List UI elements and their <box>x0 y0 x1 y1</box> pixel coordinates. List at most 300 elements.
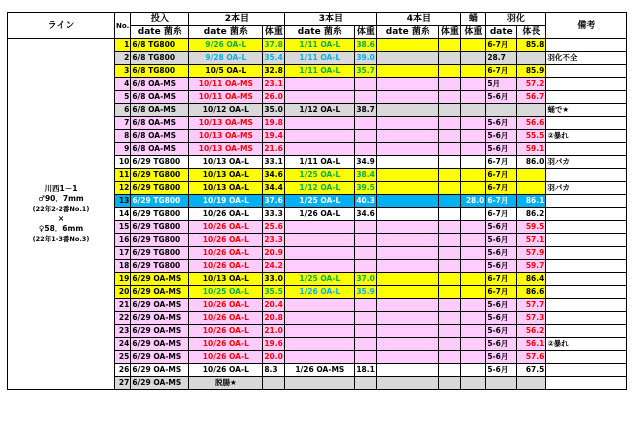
second-bottle-cell: 10/26 OA-L <box>189 325 263 338</box>
emergence-date-cell: 6-7月 <box>486 65 517 78</box>
emergence-date-cell: 6-7月 <box>486 169 517 182</box>
subheader-date-strain: date 菌糸 <box>131 26 189 39</box>
body-length-cell: 57.9 <box>517 247 546 260</box>
body-length-cell <box>517 104 546 117</box>
emergence-date-cell: 5-6月 <box>486 91 517 104</box>
header-third: 3本目 <box>285 13 377 26</box>
row-number: 3 <box>115 65 131 78</box>
second-weight-cell: 33.0 <box>263 273 285 286</box>
subheader-date-strain: date 菌糸 <box>189 26 263 39</box>
fourth-bottle-cell <box>377 195 439 208</box>
third-weight-cell <box>355 130 377 143</box>
inoculation-cell: 6/29 OA-MS <box>131 325 189 338</box>
fourth-bottle-cell <box>377 52 439 65</box>
fourth-bottle-cell <box>377 182 439 195</box>
fourth-weight-cell <box>439 130 461 143</box>
line-info-male: ♂90．7mm <box>38 194 84 203</box>
body-length-cell <box>517 169 546 182</box>
second-bottle-cell: 10/25 OA-L <box>189 286 263 299</box>
remarks-cell <box>546 247 627 260</box>
row-number: 13 <box>115 195 131 208</box>
subheader-date: date <box>486 26 517 39</box>
pupa-weight-cell <box>461 78 486 91</box>
emergence-date-cell: 5-6月 <box>486 338 517 351</box>
fourth-bottle-cell <box>377 169 439 182</box>
emergence-date-cell: 5-6月 <box>486 299 517 312</box>
second-weight-cell: 35.5 <box>263 286 285 299</box>
fourth-bottle-cell <box>377 312 439 325</box>
third-weight-cell <box>355 260 377 273</box>
row-number: 22 <box>115 312 131 325</box>
third-weight-cell: 38.7 <box>355 104 377 117</box>
second-weight-cell: 34.4 <box>263 182 285 195</box>
third-bottle-cell: 1/25 OA-L <box>285 273 355 286</box>
second-weight-cell: 8.3 <box>263 364 285 377</box>
second-bottle-cell: 10/11 OA-MS <box>189 91 263 104</box>
row-number: 27 <box>115 377 131 390</box>
remarks-cell <box>546 364 627 377</box>
emergence-date-cell: 6-7月 <box>486 208 517 221</box>
pupa-weight-cell: 28.0 <box>461 195 486 208</box>
fourth-bottle-cell <box>377 286 439 299</box>
remarks-cell <box>546 39 627 52</box>
second-bottle-cell: 10/26 OA-L <box>189 299 263 312</box>
emergence-date-cell: 6-7月 <box>486 156 517 169</box>
line-info-male-src: (22年2-2番No.1) <box>32 205 90 213</box>
second-bottle-cell: 9/28 OA-L <box>189 52 263 65</box>
fourth-bottle-cell <box>377 130 439 143</box>
fourth-weight-cell <box>439 104 461 117</box>
inoculation-cell: 6/29 OA-MS <box>131 364 189 377</box>
fourth-bottle-cell <box>377 247 439 260</box>
fourth-weight-cell <box>439 117 461 130</box>
third-bottle-cell <box>285 338 355 351</box>
fourth-weight-cell <box>439 286 461 299</box>
subheader-date-strain: date 菌糸 <box>285 26 355 39</box>
table-row <box>8 39 627 52</box>
second-weight-cell: 33.1 <box>263 156 285 169</box>
third-bottle-cell: 1/26 OA-L <box>285 286 355 299</box>
row-number: 6 <box>115 104 131 117</box>
inoculation-cell: 6/29 OA-MS <box>131 286 189 299</box>
remarks-cell <box>546 65 627 78</box>
remarks-cell <box>546 195 627 208</box>
inoculation-cell: 6/29 TG800 <box>131 208 189 221</box>
third-weight-cell <box>355 117 377 130</box>
third-bottle-cell <box>285 117 355 130</box>
line-info-female: ♀58．6mm <box>38 224 84 233</box>
fourth-weight-cell <box>439 195 461 208</box>
inoculation-cell: 6/8 OA-MS <box>131 78 189 91</box>
second-weight-cell: 35.0 <box>263 104 285 117</box>
fourth-bottle-cell <box>377 377 439 390</box>
body-length-cell: 86.6 <box>517 286 546 299</box>
remarks-cell <box>546 221 627 234</box>
second-weight-cell: 20.8 <box>263 312 285 325</box>
emergence-date-cell: 5-6月 <box>486 143 517 156</box>
fourth-weight-cell <box>439 377 461 390</box>
emergence-date-cell: 5-6月 <box>486 312 517 325</box>
pupa-weight-cell <box>461 221 486 234</box>
body-length-cell: 86.2 <box>517 208 546 221</box>
second-weight-cell: 19.4 <box>263 130 285 143</box>
fourth-bottle-cell <box>377 299 439 312</box>
row-number: 12 <box>115 182 131 195</box>
fourth-weight-cell <box>439 143 461 156</box>
second-bottle-cell: 10/26 OA-L <box>189 247 263 260</box>
inoculation-cell: 6/29 TG800 <box>131 156 189 169</box>
body-length-cell: 59.5 <box>517 221 546 234</box>
second-bottle-cell: 10/13 OA-MS <box>189 130 263 143</box>
third-bottle-cell <box>285 325 355 338</box>
inoculation-cell: 6/29 OA-MS <box>131 299 189 312</box>
row-number: 11 <box>115 169 131 182</box>
fourth-weight-cell <box>439 299 461 312</box>
inoculation-cell: 6/8 OA-MS <box>131 130 189 143</box>
pupa-weight-cell <box>461 325 486 338</box>
remarks-cell <box>546 325 627 338</box>
third-bottle-cell <box>285 247 355 260</box>
fourth-weight-cell <box>439 208 461 221</box>
inoculation-cell: 6/8 TG800 <box>131 52 189 65</box>
body-length-cell: 56.6 <box>517 117 546 130</box>
fourth-bottle-cell <box>377 39 439 52</box>
second-bottle-cell: 10/13 OA-L <box>189 182 263 195</box>
pupa-weight-cell <box>461 377 486 390</box>
third-bottle-cell <box>285 143 355 156</box>
body-length-cell: 55.5 <box>517 130 546 143</box>
pupa-weight-cell <box>461 182 486 195</box>
fourth-weight-cell <box>439 234 461 247</box>
header-line: ライン <box>8 13 115 39</box>
row-number: 18 <box>115 260 131 273</box>
second-bottle-cell: 9/26 OA-L <box>189 39 263 52</box>
row-number: 4 <box>115 78 131 91</box>
second-weight-cell: 24.2 <box>263 260 285 273</box>
fourth-bottle-cell <box>377 65 439 78</box>
pupa-weight-cell <box>461 338 486 351</box>
third-bottle-cell: 1/11 OA-L <box>285 52 355 65</box>
body-length-cell: 67.5 <box>517 364 546 377</box>
second-weight-cell: 23.1 <box>263 78 285 91</box>
header-remarks: 備考 <box>546 13 627 39</box>
third-bottle-cell <box>285 234 355 247</box>
second-weight-cell: 34.6 <box>263 169 285 182</box>
pupa-weight-cell <box>461 208 486 221</box>
fourth-bottle-cell <box>377 91 439 104</box>
inoculation-cell: 6/8 OA-MS <box>131 104 189 117</box>
third-weight-cell: 35.7 <box>355 65 377 78</box>
second-bottle-cell: 10/26 OA-L <box>189 338 263 351</box>
body-length-cell: 85.9 <box>517 65 546 78</box>
fourth-bottle-cell <box>377 273 439 286</box>
third-weight-cell: 40.3 <box>355 195 377 208</box>
body-length-cell: 59.1 <box>517 143 546 156</box>
pupa-weight-cell <box>461 351 486 364</box>
row-number: 10 <box>115 156 131 169</box>
subheader-weight: 体重 <box>461 26 486 39</box>
fourth-weight-cell <box>439 91 461 104</box>
inoculation-cell: 6/8 OA-MS <box>131 91 189 104</box>
third-bottle-cell: 1/25 OA-L <box>285 169 355 182</box>
third-bottle-cell: 1/12 OA-L <box>285 104 355 117</box>
emergence-date-cell: 6-7月 <box>486 286 517 299</box>
pupa-weight-cell <box>461 156 486 169</box>
spreadsheet <box>7 12 627 390</box>
row-number: 21 <box>115 299 131 312</box>
inoculation-cell: 6/29 TG800 <box>131 195 189 208</box>
inoculation-cell: 6/29 TG800 <box>131 182 189 195</box>
fourth-weight-cell <box>439 221 461 234</box>
body-length-cell: 57.1 <box>517 234 546 247</box>
second-weight-cell: 19.8 <box>263 117 285 130</box>
pupa-weight-cell <box>461 117 486 130</box>
third-weight-cell <box>355 312 377 325</box>
second-bottle-cell: 10/13 OA-L <box>189 273 263 286</box>
third-bottle-cell <box>285 312 355 325</box>
row-number: 23 <box>115 325 131 338</box>
fourth-weight-cell <box>439 169 461 182</box>
remarks-cell <box>546 299 627 312</box>
pupa-weight-cell <box>461 273 486 286</box>
third-weight-cell <box>355 299 377 312</box>
third-bottle-cell <box>285 78 355 91</box>
body-length-cell: 57.3 <box>517 312 546 325</box>
third-bottle-cell: 1/26 OA-L <box>285 208 355 221</box>
third-weight-cell: 38.4 <box>355 169 377 182</box>
third-bottle-cell <box>285 299 355 312</box>
fourth-bottle-cell <box>377 78 439 91</box>
fourth-weight-cell <box>439 39 461 52</box>
body-length-cell: 86.4 <box>517 273 546 286</box>
third-weight-cell: 18.1 <box>355 364 377 377</box>
row-number: 1 <box>115 39 131 52</box>
second-weight-cell: 19.6 <box>263 338 285 351</box>
fourth-bottle-cell <box>377 156 439 169</box>
second-bottle-cell: 10/13 OA-L <box>189 156 263 169</box>
third-weight-cell: 34.9 <box>355 156 377 169</box>
second-bottle-cell: 10/13 OA-MS <box>189 117 263 130</box>
remarks-cell <box>546 208 627 221</box>
fourth-bottle-cell <box>377 351 439 364</box>
emergence-date-cell <box>486 104 517 117</box>
pupa-weight-cell <box>461 65 486 78</box>
pupa-weight-cell <box>461 286 486 299</box>
emergence-date-cell: 5-6月 <box>486 234 517 247</box>
row-number: 25 <box>115 351 131 364</box>
second-weight-cell: 35.4 <box>263 52 285 65</box>
fourth-bottle-cell <box>377 364 439 377</box>
pupa-weight-cell <box>461 143 486 156</box>
emergence-date-cell: 5-6月 <box>486 260 517 273</box>
second-weight-cell <box>263 377 285 390</box>
third-weight-cell <box>355 78 377 91</box>
pupa-weight-cell <box>461 39 486 52</box>
emergence-date-cell: 28.7 <box>486 52 517 65</box>
pupa-weight-cell <box>461 364 486 377</box>
row-number: 7 <box>115 117 131 130</box>
second-bottle-cell: 10/26 OA-L <box>189 351 263 364</box>
subheader-weight: 体重 <box>264 27 283 37</box>
inoculation-cell: 6/29 OA-MS <box>131 338 189 351</box>
header-emergence: 羽化 <box>486 13 546 26</box>
remarks-cell <box>546 312 627 325</box>
fourth-weight-cell <box>439 312 461 325</box>
row-number: 5 <box>115 91 131 104</box>
emergence-date-cell: 5-6月 <box>486 351 517 364</box>
row-number: 2 <box>115 52 131 65</box>
third-bottle-cell <box>285 260 355 273</box>
line-info-female-src: (22年1-3番No.3) <box>32 235 90 243</box>
second-bottle-cell: 10/26 OA-L <box>189 364 263 377</box>
emergence-date-cell: 6-7月 <box>486 182 517 195</box>
line-info-cross: × <box>57 214 65 223</box>
second-bottle-cell: 10/19 OA-L <box>189 195 263 208</box>
body-length-cell <box>517 52 546 65</box>
pupa-weight-cell <box>461 104 486 117</box>
second-bottle-cell: 10/26 OA-L <box>189 221 263 234</box>
second-bottle-cell: 10/26 OA-L <box>189 208 263 221</box>
remarks-cell: ②暴れ <box>546 130 627 143</box>
fourth-weight-cell <box>439 247 461 260</box>
second-weight-cell: 32.8 <box>263 65 285 78</box>
remarks-cell <box>546 234 627 247</box>
fourth-weight-cell <box>439 156 461 169</box>
pupa-weight-cell <box>461 169 486 182</box>
remarks-cell <box>546 351 627 364</box>
inoculation-cell: 6/29 TG800 <box>131 234 189 247</box>
body-length-cell: 56.7 <box>517 91 546 104</box>
third-weight-cell <box>355 221 377 234</box>
inoculation-cell: 6/29 TG800 <box>131 260 189 273</box>
third-weight-cell <box>355 377 377 390</box>
third-weight-cell <box>355 234 377 247</box>
row-number: 14 <box>115 208 131 221</box>
fourth-weight-cell <box>439 273 461 286</box>
second-bottle-cell: 10/13 OA-L <box>189 169 263 182</box>
second-weight-cell: 20.0 <box>263 351 285 364</box>
second-bottle-cell: 10/26 OA-L <box>189 312 263 325</box>
remarks-cell: 羽パカ <box>546 156 627 169</box>
fourth-weight-cell <box>439 260 461 273</box>
fourth-bottle-cell <box>377 338 439 351</box>
inoculation-cell: 6/29 OA-MS <box>131 273 189 286</box>
remarks-cell: 羽化不全 <box>546 52 627 65</box>
remarks-cell <box>546 260 627 273</box>
body-length-cell: 85.8 <box>517 39 546 52</box>
emergence-date-cell: 5-6月 <box>486 130 517 143</box>
row-number: 24 <box>115 338 131 351</box>
second-bottle-cell: 10/26 OA-L <box>189 260 263 273</box>
second-bottle-cell: 10/13 OA-MS <box>189 143 263 156</box>
pupa-weight-cell <box>461 52 486 65</box>
remarks-cell <box>546 91 627 104</box>
second-weight-cell: 25.6 <box>263 221 285 234</box>
fourth-weight-cell <box>439 351 461 364</box>
pupa-weight-cell <box>461 247 486 260</box>
row-number: 17 <box>115 247 131 260</box>
fourth-weight-cell <box>439 364 461 377</box>
second-weight-cell: 33.3 <box>263 208 285 221</box>
remarks-cell <box>546 377 627 390</box>
inoculation-cell: 6/8 OA-MS <box>131 143 189 156</box>
inoculation-cell: 6/29 TG800 <box>131 247 189 260</box>
line-info-name: 川西1－1 <box>44 184 78 193</box>
fourth-weight-cell <box>439 325 461 338</box>
second-weight-cell: 26.0 <box>263 91 285 104</box>
third-bottle-cell <box>285 221 355 234</box>
inoculation-cell: 6/29 OA-MS <box>131 312 189 325</box>
emergence-date-cell: 6-7月 <box>486 39 517 52</box>
emergence-date-cell: 5-6月 <box>486 221 517 234</box>
fourth-bottle-cell <box>377 143 439 156</box>
second-weight-cell: 20.9 <box>263 247 285 260</box>
header-no: No. <box>115 13 131 39</box>
third-bottle-cell: 1/11 OA-L <box>285 156 355 169</box>
third-bottle-cell: 1/26 OA-MS <box>285 364 355 377</box>
inoculation-cell: 6/8 TG800 <box>131 39 189 52</box>
third-weight-cell: 37.0 <box>355 273 377 286</box>
third-weight-cell <box>355 247 377 260</box>
row-number: 20 <box>115 286 131 299</box>
row-number: 16 <box>115 234 131 247</box>
third-weight-cell: 39.5 <box>355 182 377 195</box>
third-bottle-cell <box>285 130 355 143</box>
second-weight-cell: 20.4 <box>263 299 285 312</box>
fourth-bottle-cell <box>377 117 439 130</box>
inoculation-cell: 6/29 OA-MS <box>131 377 189 390</box>
row-number: 9 <box>115 143 131 156</box>
third-bottle-cell: 1/11 OA-L <box>285 39 355 52</box>
body-length-cell: 57.2 <box>517 78 546 91</box>
header-fourth: 4本目 <box>377 13 461 26</box>
header-second: 2本目 <box>189 13 285 26</box>
second-bottle-cell: 10/26 OA-L <box>189 234 263 247</box>
remarks-cell: 蛹で★ <box>546 104 627 117</box>
fourth-bottle-cell <box>377 221 439 234</box>
remarks-cell <box>546 273 627 286</box>
emergence-date-cell: 5-6月 <box>486 247 517 260</box>
second-bottle-cell: 10/12 OA-L <box>189 104 263 117</box>
body-length-cell <box>517 182 546 195</box>
remarks-cell: 羽パカ <box>546 182 627 195</box>
second-weight-cell: 37.6 <box>263 195 285 208</box>
second-bottle-cell: 10/11 OA-MS <box>189 78 263 91</box>
pupa-weight-cell <box>461 299 486 312</box>
body-length-cell: 56.1 <box>517 338 546 351</box>
fourth-bottle-cell <box>377 234 439 247</box>
second-bottle-cell: 10/5 OA-L <box>189 65 263 78</box>
third-weight-cell: 39.0 <box>355 52 377 65</box>
remarks-cell <box>546 286 627 299</box>
second-weight-cell: 21.0 <box>263 325 285 338</box>
body-length-cell: 86.1 <box>517 195 546 208</box>
second-weight-cell: 37.8 <box>263 39 285 52</box>
second-weight-cell: 23.3 <box>263 234 285 247</box>
line-info-cell <box>8 39 115 390</box>
third-weight-cell <box>355 338 377 351</box>
larva-record-table <box>7 12 627 390</box>
body-length-cell: 56.2 <box>517 325 546 338</box>
emergence-date-cell: 6-7月 <box>486 273 517 286</box>
fourth-bottle-cell <box>377 208 439 221</box>
fourth-weight-cell <box>439 182 461 195</box>
header-inoculation: 投入 <box>131 13 189 26</box>
fourth-bottle-cell <box>377 325 439 338</box>
fourth-weight-cell <box>439 78 461 91</box>
row-number: 26 <box>115 364 131 377</box>
third-weight-cell <box>355 91 377 104</box>
